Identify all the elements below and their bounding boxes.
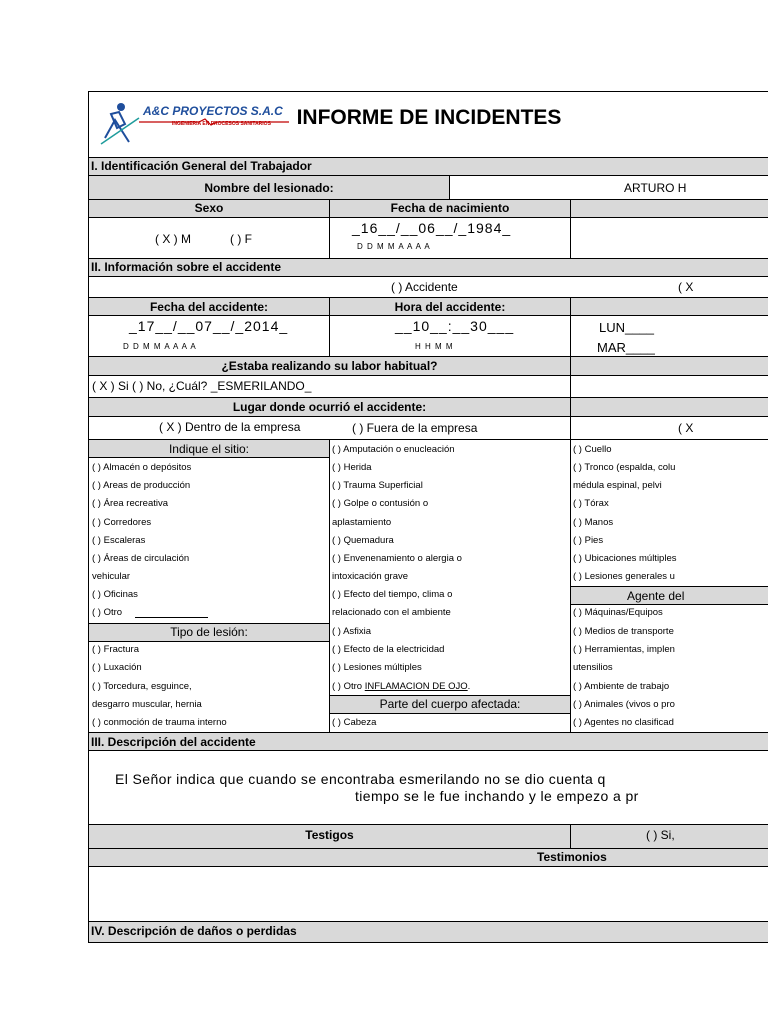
- body-part-item: ( ) Lesiones generales u: [573, 571, 675, 582]
- accident-time-format: H H M M: [415, 342, 454, 351]
- injury-type-item: desgarro muscular, hernia: [92, 699, 202, 710]
- injury-type-item: ( ) Fractura: [92, 644, 139, 655]
- description-line-1: El Señor indica que cuando se encontraba esmerilando no se dio cuenta q: [115, 771, 606, 787]
- injury-mid-item: ( ) Asfixia: [332, 626, 372, 637]
- injured-name-value: ARTURO H: [624, 181, 687, 195]
- habitual-work-answer: [92, 379, 311, 393]
- agent-item: ( ) Ambiente de trabajo: [573, 681, 670, 692]
- company-tagline: INGENIERIA EN PROCESOS SANITARIOS: [172, 121, 271, 127]
- site-item: ( ) Área recreativa: [92, 498, 169, 509]
- injury-type-item: ( ) Torcedura, esguince,: [92, 681, 192, 692]
- habitual-work-label: ¿Estaba realizando su labor habitual?: [221, 359, 438, 373]
- body-part-item: ( ) Cuello: [573, 444, 612, 455]
- place-inside-option: ( X ) Dentro de la empresa: [159, 420, 301, 434]
- agent-header: Agente del: [627, 589, 685, 603]
- type-other-option: ( X: [678, 280, 694, 294]
- injured-name-label: Nombre del lesionado:: [204, 181, 334, 195]
- body-part-item: médula espinal, pelvi: [573, 480, 662, 491]
- site-other-blank: [135, 617, 208, 618]
- agent-item: ( ) Agentes no clasificad: [573, 717, 674, 728]
- agent-item: utensilios: [573, 662, 613, 673]
- injury-type-item: ( ) conmoción de trauma interno: [92, 717, 227, 728]
- injury-mid-item: intoxicación grave: [332, 571, 409, 582]
- accident-time-value: __10__:__30___: [395, 318, 515, 334]
- site-header: Indique el sitio:: [168, 442, 250, 456]
- place-outside-option: ( ) Fuera de la empresa: [352, 421, 478, 435]
- body-part-item: ( ) Tronco (espalda, colu: [573, 462, 676, 473]
- injury-mid-item: ( ) Envenenamiento o alergia o: [332, 553, 462, 564]
- accident-date-format: D D M M A A A A: [123, 342, 197, 351]
- page-title: INFORME DE INCIDENTES: [296, 106, 562, 129]
- injury-other-value: INFLAMACION DE OJO: [364, 681, 468, 692]
- injury-mid-item: ( ) Trauma Superficial: [332, 480, 423, 491]
- injury-other-prefix: ( ) Otro: [332, 681, 363, 692]
- agent-item: ( ) Herramientas, implen: [573, 644, 675, 655]
- body-part-item: ( ) Pies: [573, 535, 604, 546]
- injury-type-item: ( ) Luxación: [92, 662, 142, 673]
- section-title-identification: I. Identificación General del Trabajador: [91, 159, 312, 173]
- injury-mid-item: ( ) Efecto de la electricidad: [332, 644, 445, 655]
- site-item: ( ) Escaleras: [92, 535, 146, 546]
- body-part-item: ( ) Tórax: [573, 498, 609, 509]
- testimonies-label: Testimonios: [537, 850, 607, 864]
- dob-format: D D M M A A A A: [357, 242, 431, 251]
- injury-mid-other: [332, 681, 470, 692]
- site-item: ( ) Areas de producción: [92, 480, 191, 491]
- injury-other-suffix: .: [467, 681, 471, 692]
- section-title-damages: IV. Descripción de daños o perdidas: [91, 924, 297, 938]
- agent-item: ( ) Medios de transporte: [573, 626, 674, 637]
- witnesses-answer: ( ) Si,: [646, 828, 675, 842]
- site-item: ( ) Áreas de circulación: [92, 553, 190, 564]
- witnesses-label: Testigos: [305, 828, 354, 842]
- body-part-head: ( ) Cabeza: [332, 717, 377, 728]
- accident-date-value: _17__/__07__/_2014_: [129, 318, 289, 334]
- sex-label: Sexo: [194, 201, 224, 215]
- accident-time-label: Hora del accidente:: [394, 300, 506, 314]
- site-item: vehicular: [92, 571, 131, 582]
- sex-male-option: ( X ) M: [155, 232, 191, 246]
- injury-mid-item: ( ) Amputación o enucleación: [332, 444, 455, 455]
- injury-mid-item: ( ) Quemadura: [332, 535, 394, 546]
- site-item: ( ) Corredores: [92, 517, 152, 528]
- section-title-accident-info: II. Información sobre el accidente: [91, 260, 282, 274]
- site-item: ( ) Oficinas: [92, 589, 138, 600]
- day-monday: LUN____: [599, 320, 654, 335]
- accident-place-label: Lugar donde ocurrió el accidente:: [232, 400, 427, 414]
- injury-mid-item: ( ) Herida: [332, 462, 372, 473]
- habitual-work-options: ( X ) Si ( ) No, ¿Cuál?: [92, 379, 208, 393]
- body-part-item: ( ) Manos: [573, 517, 614, 528]
- body-part-item: ( ) Ubicaciones múltiples: [573, 553, 677, 564]
- place-other-option: ( X: [678, 421, 694, 435]
- injury-mid-item: ( ) Golpe o contusión o: [332, 498, 429, 509]
- dob-value: _16__/__06__/_1984_: [352, 220, 512, 236]
- type-accident-option: ( ) Accidente: [391, 280, 458, 294]
- incident-report-form: [88, 91, 768, 943]
- site-item: ( ) Almacén o depósitos: [92, 462, 192, 473]
- injury-mid-item: ( ) Lesiones múltiples: [332, 662, 422, 673]
- accident-date-label: Fecha del accidente:: [149, 300, 269, 314]
- section-title-description: III. Descripción del accidente: [91, 735, 256, 749]
- agent-item: ( ) Animales (vivos o pro: [573, 699, 675, 710]
- agent-item: ( ) Máquinas/Equipos: [573, 607, 663, 618]
- injury-mid-item: relacionado con el ambiente: [332, 607, 451, 618]
- injury-mid-item: ( ) Efecto del tiempo, clima o: [332, 589, 453, 600]
- sex-female-option: ( ) F: [230, 232, 252, 246]
- body-part-header: Parte del cuerpo afectada:: [379, 697, 521, 711]
- habitual-work-which: _ESMERILANDO_: [210, 379, 312, 393]
- site-item: ( ) Otro: [92, 607, 123, 618]
- injury-type-header: Tipo de lesión:: [170, 625, 248, 639]
- injury-mid-item: aplastamiento: [332, 517, 392, 528]
- day-tuesday: MAR____: [597, 340, 655, 355]
- dob-label: Fecha de nacimiento: [390, 201, 510, 215]
- company-name: A&C PROYECTOS S.A.C: [143, 104, 283, 118]
- description-line-2: tiempo se le fue inchando y le empezo a pr: [355, 788, 639, 804]
